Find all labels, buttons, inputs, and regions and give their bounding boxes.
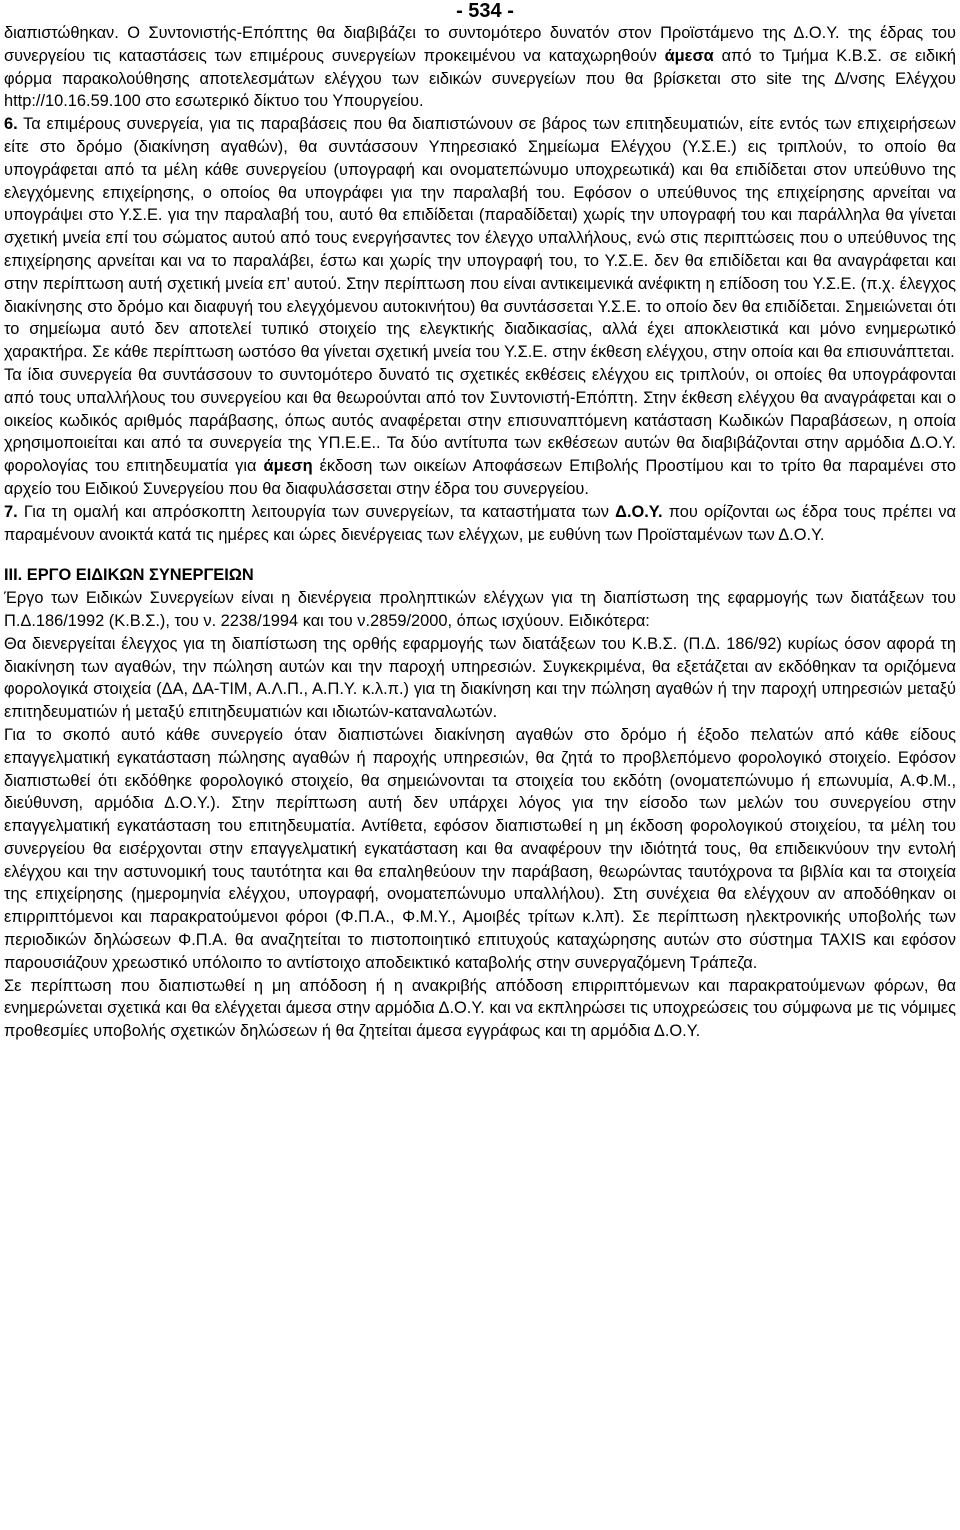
text-run: που ορίζονται ως έδρα τους πρέπει να παραμένουν ανοικτά κατά τις ημέρες και ώρες διενέργειας των ελέγχων, με ευθύνη των Προϊσταμένων των Δ.Ο.Υ.	[4, 502, 956, 544]
paragraph-checks: Θα διενεργείται έλεγχος για τη διαπίστωση της ορθής εφαρμογής των διατάξεων του Κ.Β.Σ. (Π.Δ. 186/92) κυρίως όσον αφορά τη διακίνηση των αγαθών, την πώληση αυτών και την παροχή υπηρεσιών. Συγκεκριμένα, θα εξετάζεται αν εκδόθηκαν τα οριζόμενα φορολογικά στοιχεία (ΔΑ, ΔΑ-ΤΙΜ, Α.Λ.Π., Α.Π.Υ. κ.λ.π.) για τη διακίνηση και την πώληση αγαθών ή την παροχή υπηρεσιών μεταξύ επιτηδευματιών ή μεταξύ επιτηδευματιών και ιδιωτών-καταναλωτών.	[4, 634, 956, 722]
document-body	[4, 22, 956, 1043]
paragraph-continuation	[4, 22, 956, 113]
page-number: - 534 -	[456, 0, 514, 22]
bold-term: άμεσα	[664, 46, 714, 65]
paragraph-reports	[4, 364, 956, 501]
bold-term: Δ.Ο.Υ.	[615, 502, 663, 521]
spacer	[4, 546, 956, 564]
paragraph-scope: Έργο των Ειδικών Συνεργείων είναι η διενέργεια προληπτικών ελέγχων για τη διαπίστωση της εφαρμογής των διατάξεων του Π.Δ.186/1992 (Κ.Β.Σ.), του ν. 2238/1994 και του ν.2859/2000, όπως ισχύουν. Ειδικότερα:	[4, 589, 956, 630]
text-run: έκδοση των οικείων Αποφάσεων Επιβολής Προστίμου και το τρίτο θα παραμένει στο αρχείο του Ειδικού Συνεργείου που θα διαφυλάσσεται στην έδρα του συνεργείου.	[4, 457, 957, 498]
text-run: Τα επιμέρους συνεργεία, για τις παραβάσεις που θα διαπιστώνουν σε βάρος των επιτηδευματιών, είτε εντός των επιχειρήσεων είτε στο δρόμο (διακίνηση αγαθών), θα συντάσσουν Υπηρεσιακό Σημείωμα Ελέγχου (Υ.Σ.Ε.) εις τριπλούν, το οποίο θα υπογράφεται από τα μέλη κάθε συνεργείου (υπογραφή και ονοματεπώνυμο υποχρεωτικά) και θα επιδίδεται στον υπεύθυνο της ελεγχόμενης επιχείρησης, ο οποίος θα υπογράφει για την παραλαβή του. Εφόσον ο υπεύθυνος της επιχείρησης αρνείται να υπογράψει στο Υ.Σ.Ε. για την παραλαβή του, αυτό θα επιδίδεται (παραδίδεται) χωρίς την υπογραφή του και παράλληλα θα γίνεται σχετική μνεία επί του σώματος αυτού από τους ενεργήσαντες τον έλεγχο υπαλλήλους, ενώ στις περιπτώσεις που ο υπεύθυνος της επιχείρησης αρνείται και να το παραλάβει, έστω και χωρίς την υπογραφή του, το Υ.Σ.Ε. δεν θα επιδίδεται και θα αναγράφεται και στην περίπτωση αυτή σχετική μνεία επ’ αυτού. Στην περίπτωση που είναι αντικειμενικά ανέφικτη η επίδοση του Υ.Σ.Ε. (π.χ. έλεγχος διακίνησης στο δρόμο και διαφυγή του ελεγχόμενου αυτοκινήτου) θα συντάσσεται Υ.Σ.Ε. το οποίο δεν θα επιδίδεται. Σημειώνεται ότι το σημείωμα αυτό δεν αποτελεί τυπικό στοιχείο της ελεγκτικής διαδικασίας, αλλά έχει αποκλειστικά και μόνο ενημερωτικό χαρακτήρα. Σε κάθε περίπτωση ωστόσο θα γίνεται σχετική μνεία του Υ.Σ.Ε. στην έκθεση ελέγχου, στην οποία και θα επισυνάπτεται.	[4, 115, 956, 362]
bold-term: άμεση	[263, 457, 313, 476]
document-page	[4, 0, 956, 1043]
text-run: Για τη ομαλή και απρόσκοπτη λειτουργία των συνεργείων, τα καταστήματα των	[23, 502, 609, 521]
paragraph-procedure: Για το σκοπό αυτό κάθε συνεργείο όταν διαπιστώνει διακίνηση αγαθών στο δρόμο ή έξοδο πελατών από κάθε είδους επαγγελματική εγκατάσταση πώλησης αγαθών ή παροχής υπηρεσιών, θα ζητά το προβλεπόμενο φορολογικό στοιχείο. Εφόσον διαπιστωθεί ότι εκδόθηκε φορολογικό στοιχείο, θα σημειώνονται τα στοιχεία του εκδότη (ονοματεπώνυμο ή επωνυμία, Α.Φ.Μ., διεύθυνση, αρμόδια Δ.Ο.Υ.). Στην περίπτωση αυτή δεν υπάρχει λόγος για την είσοδο των μελών του συνεργείου στην επαγγελματική εγκατάσταση του επιτηδευματία. Αντίθετα, εφόσον διαπιστωθεί η μη έκδοση φορολογικού στοιχείου, τα μέλη του συνεργείου θα εισέρχονται στην επαγγελματική εγκατάσταση και θα αναφέρουν την ιδιότητά τους, θα επιδεικνύουν την εντολή ελέγχου και την αστυνομική τους ταυτότητα και θα επαληθεύουν την παράβαση, θεωρώντας ταυτόχρονα τα βιβλία και τα στοιχεία της επιχείρησης (ημερομηνία ελέγχου, υπογραφή, ονοματεπώνυμο υπαλλήλου). Στη συνέχεια θα ελέγχουν αν αποδόθηκαν οι επιρριπτόμενοι και παρακρατούμενοι φόροι (Φ.Π.Α., Φ.Μ.Υ., Αμοιβές τρίτων κ.λπ). Σε περίπτωση ηλεκτρονικής υποβολής των περιοδικών δηλώσεων Φ.Π.Α. θα αναζητείται το πιστοποιητικό επιτυχούς καταχώρησης αυτών στο σύστημα TAXIS και εφόσον παρουσιάζουν χρεωστικό υπόλοιπο το αντίστοιχο αποδεικτικό καταβολής στην συνεργαζόμενη Τράπεζα.	[4, 725, 956, 972]
text-run: Τα ίδια συνεργεία θα συντάσσουν το συντομότερο δυνατό τις σχετικές εκθέσεις ελέγχου εις τριπλούν, οι οποίες θα υπογράφονται από τους υπαλλήλους του συνεργείου και θα θεωρούνται από τον Συντονιστή-Επόπτη. Στην έκθεση ελέγχου θα αναγράφεται και ο οικείος κωδικός αριθμός παράβασης, όπως αυτός αναφέρεται στην επισυναπτόμενη κατάσταση Κωδικών Παραβάσεων, η οποία χρησιμοποιείται και από τα συνεργεία της ΥΠ.Ε.Ε.. Τα δύο αντίτυπα των εκθέσεων αυτών θα διαβιβάζονται στην αρμόδια Δ.Ο.Υ. φορολογίας του επιτηδευματία για	[4, 365, 956, 476]
section-heading: III. ΕΡΓΟ ΕΙΔΙΚΩΝ ΣΥΝΕΡΓΕΙΩΝ	[4, 566, 254, 585]
text-run: διαπιστώθηκαν. Ο Συντονιστής-Επόπτης θα διαβιβάζει το συντομότερο δυνατόν στον Προϊστάμενο της Δ.Ο.Υ. της έδρας του συνεργείου τις καταστάσεις των επιμέρους συνεργείων προκειμένου να καταχωρηθούν	[4, 24, 956, 65]
item-number: 6.	[4, 115, 18, 134]
paragraph-final: Σε περίπτωση που διαπιστωθεί η μη απόδοση ή η ανακριβής απόδοση επιρριπτόμενων και παρακρατούμενων φόρων, θα ενημερώνεται σχετικά και θα ελέγχεται άμεσα στην αρμόδια Δ.Ο.Υ. και να εκπληρώσει τις υποχρεώσεις του σύμφωνα με τις νόμιμες προθεσμίες υποβολής σχετικών δηλώσεων ή θα ζητείται άμεσα εγγράφως και τη αρμόδια Δ.Ο.Υ.	[4, 976, 956, 1041]
item-number: 7.	[4, 502, 18, 521]
text-run: από το Τμήμα Κ.Β.Σ. σε ειδική φόρμα παρακολούθησης αποτελεσμάτων ελέγχου των ειδικών συνεργείων που θα βρίσκεται στο site της Δ/νσης Ελέγχου http://10.16.59.100 στο εσωτερικό δίκτυο του Υπουργείου.	[4, 46, 956, 111]
paragraph-item-6	[4, 113, 956, 364]
paragraph-item-7	[4, 501, 956, 547]
